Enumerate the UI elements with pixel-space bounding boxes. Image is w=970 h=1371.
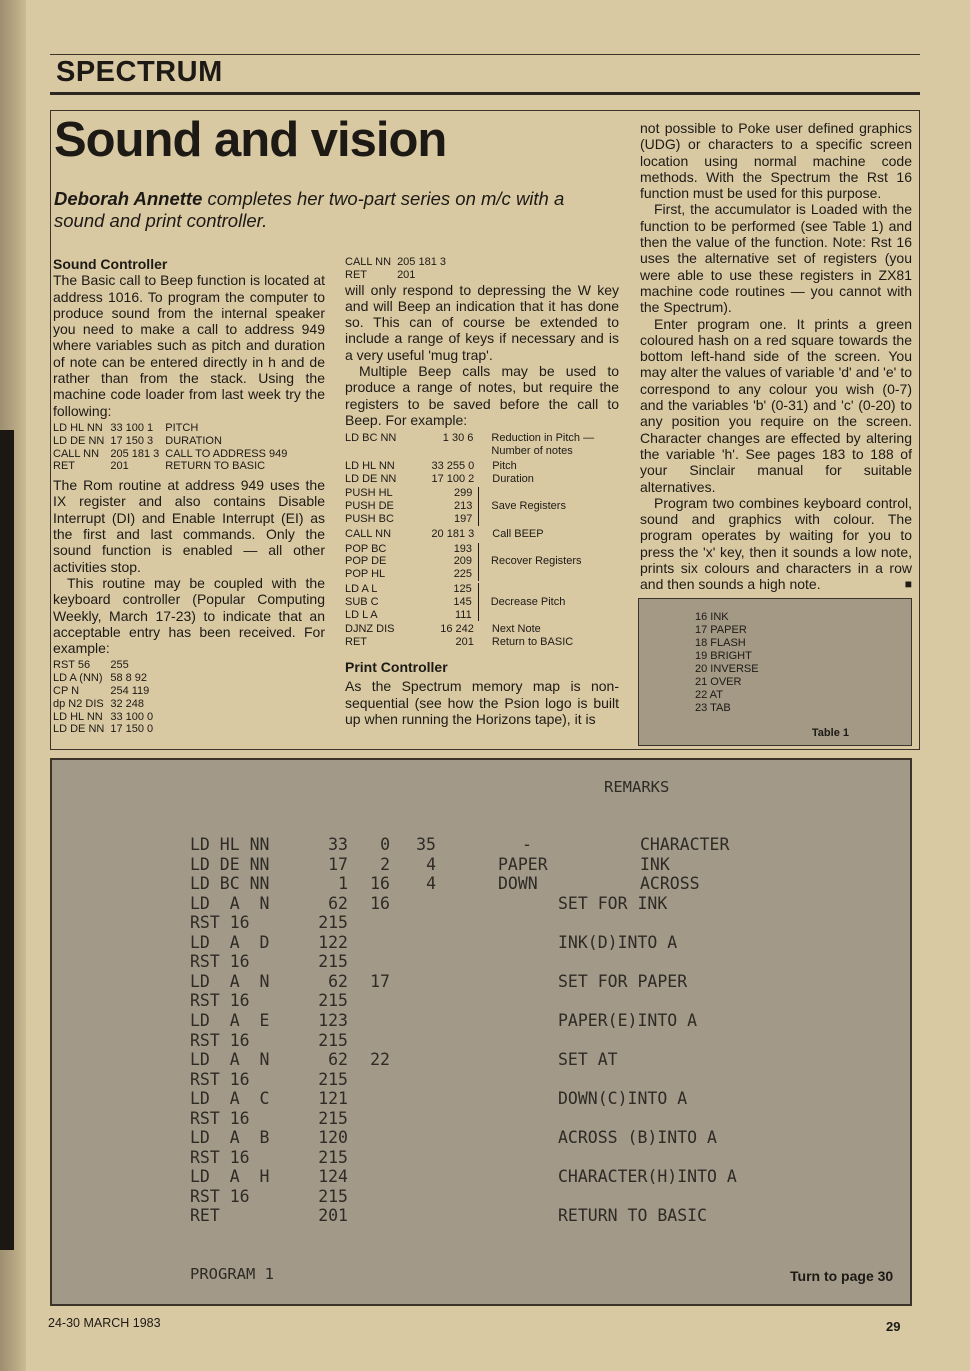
code-line <box>345 543 619 556</box>
column-2 <box>345 256 619 727</box>
article-title: Sound and vision <box>54 113 447 167</box>
listing-r1: DOWN <box>498 874 538 894</box>
code-mnemonic: POP BC <box>345 542 387 555</box>
table-1-box <box>638 598 912 746</box>
code-mnemonic: CALL NN <box>345 527 392 540</box>
listing-v2: 0 <box>380 835 390 854</box>
code-bytes: 193 <box>411 543 478 556</box>
code-mnemonic: LD DE NN <box>53 434 105 447</box>
listing-v1: 124 <box>318 1167 348 1187</box>
code-bytes: 213 <box>412 500 479 513</box>
listing-line <box>52 991 910 1011</box>
listing-line <box>52 933 910 953</box>
code-block-call <box>345 256 452 282</box>
code-bytes: 20 181 3 <box>431 527 475 540</box>
listing-line <box>52 1050 910 1070</box>
code-comment: Call BEEP <box>492 527 544 540</box>
listing-line <box>52 1206 910 1226</box>
code-line <box>53 422 293 435</box>
standfirst <box>54 188 614 232</box>
table-1-item: 18 FLASH <box>695 637 746 649</box>
code-comment: Return to BASIC <box>491 636 574 649</box>
code-mnemonic: PUSH HL <box>345 487 393 500</box>
code-mnemonic: LD BC NN <box>345 432 397 445</box>
listing-op: LD A H <box>190 1167 270 1187</box>
listing-line <box>52 1089 910 1109</box>
code-bytes: 299 <box>412 487 479 500</box>
code-comment: PITCH <box>165 421 199 434</box>
listing-v2: 16 <box>370 893 390 913</box>
code-line <box>53 723 159 736</box>
paragraph: Enter program one. It prints a green coloured hash on a red square towards the bottom left-hand side of the screen. You may alter the values of variable 'd' and 'e' to correspond to any colour you wish (0-7) and the variables 'b' (0-31) and 'c' (0-20) to any position you require on the screen. Character changes are effected by altering the variable 'h'. See pages 183 to 188 of your Sinclair manual for suitable alternatives. <box>640 315 912 495</box>
listing-line <box>52 1167 910 1187</box>
listing-v3: 4 <box>426 854 436 874</box>
code-mnemonic: LD HL NN <box>345 459 395 472</box>
listing-v1: 215 <box>318 1186 348 1206</box>
code-group <box>345 543 619 581</box>
code-line <box>53 672 159 685</box>
turn-to-page: Turn to page 30 <box>790 1268 894 1284</box>
code-mnemonic: LD HL NN <box>53 421 103 434</box>
code-mnemonic: DJNZ DIS <box>345 623 395 636</box>
table-1-item: 23 TAB <box>695 702 731 714</box>
table-1-list <box>695 611 759 715</box>
listing-v1: 215 <box>318 952 348 972</box>
code-mnemonic: CALL NN <box>53 447 100 460</box>
listing-op: LD A E <box>190 1010 270 1030</box>
code-mnemonic: PUSH DE <box>345 500 394 513</box>
code-line <box>53 711 159 724</box>
code-bytes: 33 100 0 <box>110 710 154 723</box>
listing-v1: 201 <box>318 1206 348 1226</box>
paragraph: Multiple Beep calls may be used to produce a range of notes, but require the registers to be saved before the call to Beep. For example: <box>345 363 619 428</box>
code-mnemonic: LD A L <box>345 583 378 596</box>
code-bytes: 17 150 3 <box>110 434 154 447</box>
paragraph: will only respond to depressing the W key and will Beep an indication that it has done so. This can of course be extended to include a range of keys if necessary and is a very useful 'mug trap'. <box>345 281 619 363</box>
author-name: Deborah Annette <box>54 188 203 209</box>
listing-v2: 16 <box>370 874 390 894</box>
listing-op: RST 16 <box>190 1186 250 1206</box>
code-line <box>53 448 293 461</box>
listing-v3: 4 <box>426 874 436 894</box>
code-bytes: 111 <box>411 609 478 622</box>
listing-v1: 215 <box>318 913 348 933</box>
listing-line <box>52 972 910 992</box>
code-line <box>345 487 619 500</box>
listing-line <box>52 1187 910 1207</box>
table-1-item: 20 INVERSE <box>695 663 759 675</box>
code-bytes: 201 <box>397 268 416 281</box>
listing-line <box>52 913 910 933</box>
listing-line <box>52 835 910 855</box>
listing-r1: PAPER <box>498 854 548 874</box>
remarks-heading: REMARKS <box>604 778 670 796</box>
listing-v1: 120 <box>318 1128 348 1148</box>
listing-v1: 122 <box>318 932 348 952</box>
listing-r2: SET FOR PAPER <box>558 971 688 991</box>
code-bytes: 33 255 0 <box>431 459 475 472</box>
code-group <box>345 487 619 525</box>
listing-r2: INK(D)INTO A <box>558 932 678 952</box>
standfirst-text: completes her two-part series on m/c with a sound and print controller. <box>54 188 565 231</box>
code-group <box>345 432 619 458</box>
listing-line <box>52 1148 910 1168</box>
listing-op: RST 16 <box>190 1069 250 1089</box>
code-bytes: 33 100 1 <box>110 421 154 434</box>
section-rule-top <box>50 54 920 55</box>
code-comment: Duration <box>492 472 534 485</box>
listing-r2: PAPER(E)INTO A <box>558 1010 698 1030</box>
column-1 <box>53 256 325 736</box>
listing-op: LD A N <box>190 971 270 991</box>
code-block-multiple-beep <box>345 432 619 649</box>
listing-v1: 215 <box>318 1069 348 1089</box>
code-line <box>53 435 293 448</box>
listing-line <box>52 874 910 894</box>
code-comment: DURATION <box>165 434 222 447</box>
code-line <box>53 698 159 711</box>
listing-v2: 2 <box>380 854 390 874</box>
code-block-keyboard <box>53 659 159 736</box>
code-bytes: 1 30 6 <box>442 432 474 445</box>
code-comment: Recover Registers <box>491 555 582 568</box>
listing-op: RST 16 <box>190 913 250 933</box>
listing-op: RST 16 <box>190 952 250 972</box>
listing-r2: CHARACTER <box>640 835 730 854</box>
code-line <box>345 269 452 282</box>
column-3 <box>640 120 912 593</box>
listing-op: LD HL NN <box>190 835 270 854</box>
code-mnemonic: LD HL NN <box>53 710 103 723</box>
code-bytes: 17 150 0 <box>110 723 154 736</box>
listing-v1: 33 <box>328 835 348 854</box>
table-1-item: 16 INK <box>695 611 729 623</box>
code-mnemonic: LD L A <box>345 608 378 621</box>
code-bytes: 255 <box>110 659 129 672</box>
code-mnemonic: RET <box>53 460 75 473</box>
paragraph: This routine may be coupled with the keyboard controller (Popular Computing Weekly, March 17-23) to indicate that an acceptable entry has been received. For example: <box>53 574 325 657</box>
footer-date: 24-30 MARCH 1983 <box>48 1316 161 1330</box>
code-bytes: 225 <box>411 568 478 581</box>
listing-v1: 123 <box>318 1010 348 1030</box>
paragraph: not possible to Poke user defined graphics (UDG) or characters to a specific screen location using normal machine code methods. With the Spectrum the Rst 16 function must be used for this purpose. <box>640 120 912 202</box>
listing-v1: 62 <box>328 893 348 913</box>
code-line <box>345 583 619 596</box>
code-group <box>345 460 619 486</box>
listing-r2: CHARACTER(H)INTO A <box>558 1167 737 1187</box>
listing-r2: ACROSS <box>640 874 700 894</box>
adjacent-page-edge <box>0 430 14 1250</box>
listing-r2: SET AT <box>558 1050 618 1070</box>
paragraph: First, the accumulator is Loaded with the function to be performed (see Table 1) and then the value of the function. Note: Rst 16 uses the alternative set of registers (you were able to use these registers in ZX81 machine code routines — you cannot with the Spectrum). <box>640 201 912 316</box>
listing-line <box>52 1031 910 1051</box>
heading-sound-controller: Sound Controller <box>53 256 168 272</box>
code-bytes: 32 248 <box>110 697 144 710</box>
listing-r2: RETURN TO BASIC <box>558 1206 708 1226</box>
end-mark: ■ <box>904 577 912 592</box>
listing-r2: INK <box>640 854 670 874</box>
code-bytes: 197 <box>412 513 479 526</box>
code-mnemonic: PUSH BC <box>345 513 394 526</box>
code-mnemonic: SUB C <box>345 595 379 608</box>
listing-v1: 1 <box>338 874 348 894</box>
table-1-caption: Table 1 <box>811 727 849 739</box>
listing-op: RET <box>190 1206 220 1226</box>
listing-op: LD BC NN <box>190 874 270 894</box>
code-comment: RETURN TO BASIC <box>165 460 266 473</box>
listing-v1: 62 <box>328 971 348 991</box>
listing-r2: ACROSS (B)INTO A <box>558 1128 717 1148</box>
heading-print-controller: Print Controller <box>345 659 448 676</box>
code-bytes: 145 <box>411 596 478 609</box>
code-bytes: 58 8 92 <box>110 672 148 685</box>
paragraph: The Rom routine at address 949 uses the IX register and also contains Disable Interrupt (DI) and Enable Interrupt (EI) as the first and last commands. Only the sound function is enabled — all other activities stop. <box>53 477 325 575</box>
table-1-item: 17 PAPER <box>695 624 747 636</box>
listing-v1: 215 <box>318 1108 348 1128</box>
listing-v1: 121 <box>318 1089 348 1109</box>
code-comment: Reduction in Pitch — Number of notes <box>491 432 595 458</box>
listing-op: RST 16 <box>190 1030 250 1050</box>
code-mnemonic: CP N <box>53 685 80 698</box>
listing-line <box>52 1011 910 1031</box>
listing-r1: - <box>522 835 532 854</box>
code-comment: Pitch <box>492 459 517 472</box>
listing-line <box>52 952 910 972</box>
table-1-item: 19 BRIGHT <box>695 650 752 662</box>
code-line <box>53 685 159 698</box>
page-number: 29 <box>886 1319 901 1334</box>
table-1-item: 22 AT <box>695 689 723 701</box>
code-mnemonic: POP HL <box>345 568 386 581</box>
listing-line <box>52 1070 910 1090</box>
code-group <box>345 623 619 649</box>
paragraph: The Basic call to Beep function is located at address 1016. To program the computer to produce sound from the internal speaker you need to make a call to address 949 where variables such as pitch and duration of note can be entered directly in h and de rather than from the stack. Using the machine code loader from last week try the following: <box>53 272 325 419</box>
listing-v1: 215 <box>318 1030 348 1050</box>
listing-r2: SET FOR INK <box>558 893 668 913</box>
program-listing <box>50 758 912 1306</box>
code-comment: Next Note <box>491 623 541 636</box>
code-line <box>345 460 619 473</box>
code-bytes: 17 100 2 <box>431 472 475 485</box>
code-mnemonic: RST 56 <box>53 659 91 672</box>
paragraph-text: Program two combines keyboard control, sound and graphics with colour. The program operates by waiting for you to press the 'x' key, then it sounds a low note, prints six colours and characters in a row and then sounds a high note. <box>640 494 912 593</box>
code-mnemonic: RET <box>345 268 367 281</box>
code-line <box>345 623 619 636</box>
code-group <box>345 583 619 621</box>
listing-v1: 62 <box>328 1050 348 1070</box>
listing-v3: 35 <box>416 835 436 854</box>
code-comment: CALL TO ADDRESS 949 <box>165 447 288 460</box>
code-bytes: 125 <box>411 583 478 596</box>
code-line <box>53 659 159 672</box>
listing-op: LD A D <box>190 932 270 952</box>
listing-v1: 215 <box>318 991 348 1011</box>
paragraph: As the Spectrum memory map is non-sequential (see how the Psion logo is built up when running the Horizons tape), it is <box>345 678 619 727</box>
listing-v1: 17 <box>328 854 348 874</box>
listing-r2: DOWN(C)INTO A <box>558 1089 688 1109</box>
listing-v1: 215 <box>318 1147 348 1167</box>
code-bytes: 201 <box>110 460 129 473</box>
listing-op: RST 16 <box>190 1108 250 1128</box>
code-mnemonic: LD A (NN) <box>53 672 103 685</box>
section-rule-bottom <box>50 92 920 95</box>
listing-op: RST 16 <box>190 991 250 1011</box>
code-bytes: 201 <box>455 636 474 649</box>
listing-v2: 17 <box>370 971 390 991</box>
paragraph <box>640 495 912 593</box>
code-line <box>345 528 619 541</box>
code-block-beep <box>53 422 293 473</box>
listing-line <box>52 894 910 914</box>
code-bytes: 16 242 <box>440 623 474 636</box>
section-heading: SPECTRUM <box>56 56 223 88</box>
code-mnemonic: LD DE NN <box>53 723 105 736</box>
program-label: PROGRAM 1 <box>190 1265 274 1283</box>
code-line <box>53 460 293 473</box>
code-group <box>345 528 619 541</box>
listing-op: RST 16 <box>190 1147 250 1167</box>
code-comment: Save Registers <box>491 500 566 513</box>
code-mnemonic: dp N2 DIS <box>53 697 104 710</box>
listing-line <box>52 855 910 875</box>
code-line <box>345 432 619 458</box>
code-line <box>345 473 619 486</box>
code-bytes: 205 181 3 <box>110 447 160 460</box>
code-bytes: 209 <box>411 555 478 568</box>
listing-v2: 22 <box>370 1050 390 1070</box>
code-mnemonic: CALL NN <box>345 256 392 268</box>
table-1-item: 21 OVER <box>695 676 742 688</box>
code-mnemonic: LD DE NN <box>345 472 397 485</box>
listing-line <box>52 1109 910 1129</box>
code-bytes: 254 119 <box>110 685 150 698</box>
listing-op: LD A N <box>190 893 270 913</box>
listing-op: LD A N <box>190 1050 270 1070</box>
code-line <box>345 636 619 649</box>
code-mnemonic: POP DE <box>345 555 387 568</box>
listing-op: LD DE NN <box>190 854 270 874</box>
listing-op: LD A C <box>190 1089 270 1109</box>
listing-op: LD A B <box>190 1128 270 1148</box>
code-mnemonic: RET <box>345 636 367 649</box>
code-line <box>345 256 452 269</box>
code-comment: Decrease Pitch <box>490 595 566 608</box>
listing-line <box>52 1128 910 1148</box>
code-bytes: 205 181 3 <box>397 256 446 268</box>
